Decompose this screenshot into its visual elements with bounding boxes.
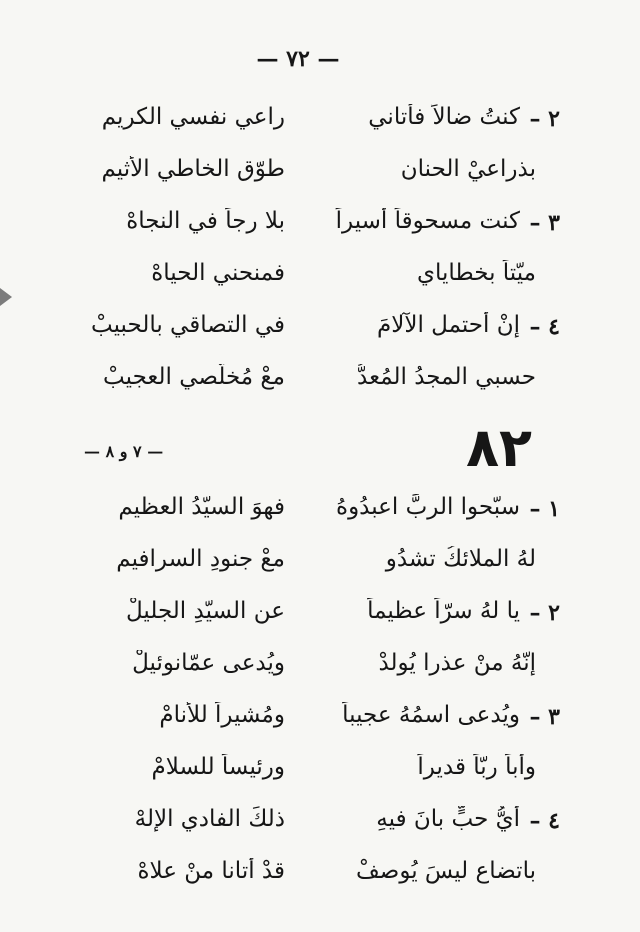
hymn-number: ٨٢ [466,416,532,479]
hemistich-second: بلا رجاً في النجاهْ [126,208,285,234]
hemistich-first: إنّهُ منْ عذرا يُولدْ [378,650,536,676]
hemistich-first: وأباً ربّاً قديراً [417,754,536,780]
hemistich-first: لهُ الملائكُ تشدُو [385,546,536,572]
hemistich-first: ميّتاً بخطاياي [416,260,536,286]
stanza-number: ٣ – [529,704,560,730]
stanza-number: ٣ – [529,210,560,236]
hemistich-second: ورئيساً للسلامْ [151,754,285,780]
hemistich-second: فهوَ السيّدُ العظيم [118,494,285,520]
hemistich-second: في التصاقي بالحبيبْ [91,312,285,338]
hemistich-second: فمنحني الحياهْ [151,260,285,286]
verse-line [0,256,640,308]
hemistich-first: يا لهُ سرّاً عظيماً [367,598,520,624]
hymn-header [0,416,640,480]
verse-line [0,750,640,802]
verse-line [0,152,640,204]
verse-line [0,542,640,594]
page-number: — ٧٢ — [256,46,340,72]
hemistich-first: باتضاعٍ ليسَ يُوصفْ [355,858,536,884]
hemistich-first: أيُّ حبٍّ بانَ فيهِ [376,806,520,832]
hemistich-first: ويُدعى اسمُهُ عجيباً [342,702,520,728]
hemistich-second: عن السيّدِ الجليلْ [125,598,285,624]
hemistich-second: ذلكَ الفادي الإلهْ [134,806,285,832]
hemistich-second: قدْ أتانا منْ علاهْ [137,858,285,884]
hemistich-first: بذراعيْ الحنان [400,156,536,182]
hemistich-first: كنتُ ضالاً فأتاني [368,104,520,130]
stanza-number: ٤ – [529,314,560,340]
meter-reference: — ٧ و ٨ — [84,442,164,461]
hemistich-second: ومُشيراً للأنامْ [159,702,285,728]
hemistich-second: ويُدعى عمّانوئيلْ [132,650,285,676]
hemistich-second: معْ مُخلّصي العجيبْ [103,364,285,390]
verse-line [0,698,640,750]
hemistich-second: راعي نفسي الكريم [101,104,285,130]
verse-block-2 [0,490,640,906]
verse-block-1 [0,100,640,412]
verse-line [0,308,640,360]
verse-line [0,360,640,412]
verse-line [0,594,640,646]
stanza-number: ٤ – [529,808,560,834]
hemistich-first: سبّحوا الربَّ اعبدُوهُ [336,494,520,520]
stanza-number: ٢ – [529,106,560,132]
verse-line [0,854,640,906]
stanza-number: ٢ – [529,600,560,626]
verse-line [0,490,640,542]
hemistich-first: إنْ أحتمل الآلامَ [376,312,520,338]
hemistich-first: حسبي المجدُ المُعدُّ [357,364,536,390]
verse-line [0,204,640,256]
hemistich-second: معْ جنودِ السرافيم [116,546,285,572]
hemistich-first: كنت مسحوقاً أسيراً [335,208,520,234]
stanza-number: ١ – [529,496,560,522]
hemistich-second: طوّق الخاطي الأثيم [101,156,285,182]
verse-line [0,100,640,152]
verse-line [0,646,640,698]
verse-line [0,802,640,854]
